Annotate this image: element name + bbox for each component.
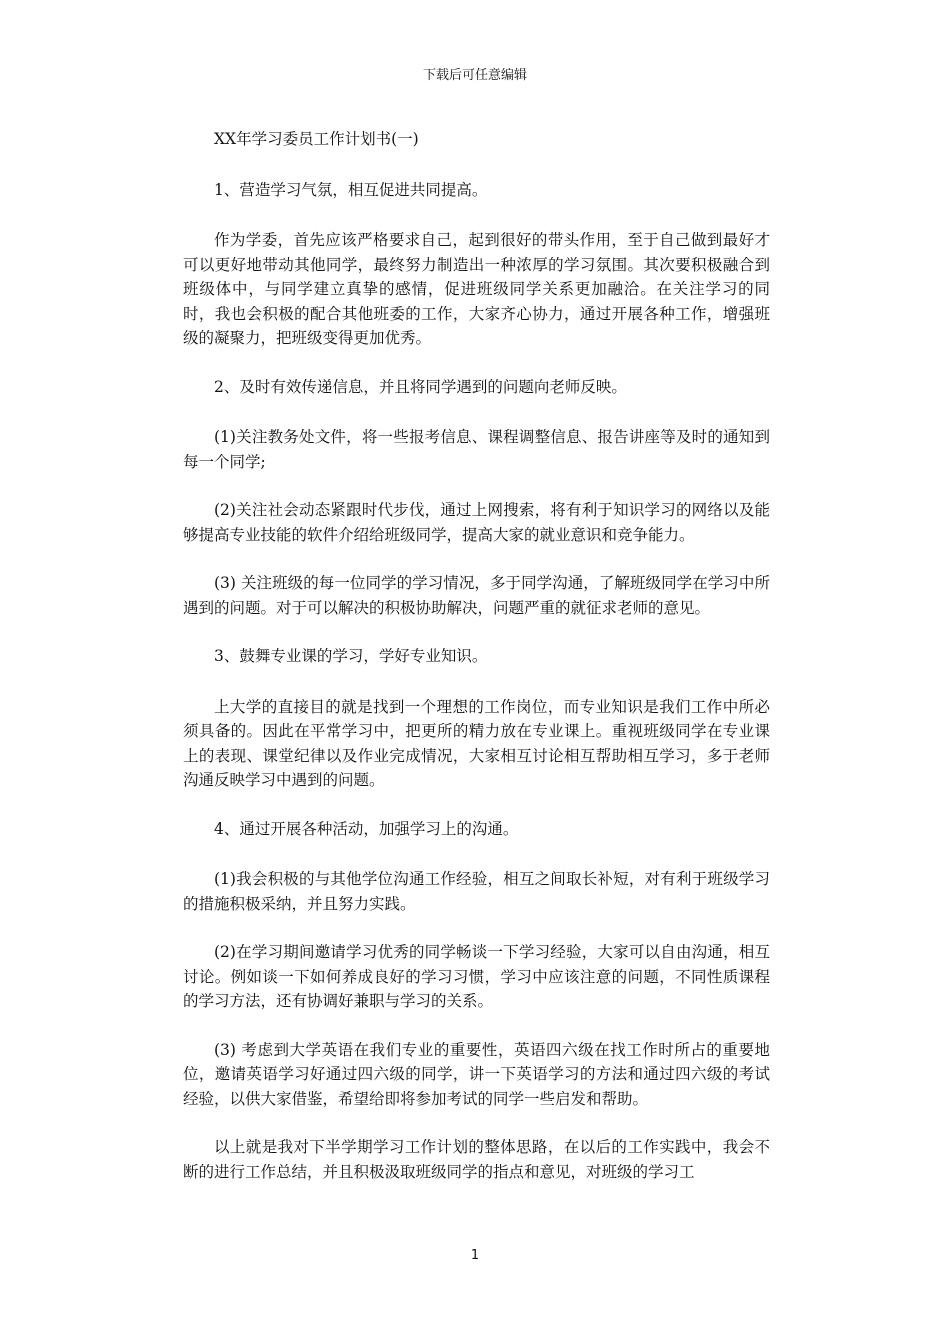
section-heading-3: 3、鼓舞专业课的学习，学好专业知识。 (214, 647, 488, 665)
list-item: (2)在学习期间邀请学习优秀的同学畅谈一下学习经验，大家可以自由沟通，相互讨论。例如谈一下如何养成良好的学习习惯，学习中应该注意的问题，不同性质课程的学习方法，还有协调好兼职与学习的关系。 (183, 943, 770, 1010)
document-title: XX年学习委员工作计划书(一) (214, 130, 419, 148)
list-item: (1)我会积极的与其他学位沟通工作经验，相互之间取长补短，对有利于班级学习的措施积极采纳，并且努力实践。 (183, 870, 770, 913)
paragraph: 上大学的直接目的就是找到一个理想的工作岗位，而专业知识是我们工作中所必须具备的。因此在平常学习中，把更所的精力放在专业课上。重视班级同学在专业课上的表现、课堂纪律以及作业完成情况，大家相互讨论相互帮助相互学习，多于老师沟通反映学习中遇到的问题。 (183, 697, 770, 789)
page-number: 1 (470, 1248, 480, 1263)
section-heading-4: 4、通过开展各种活动，加强学习上的沟通。 (214, 819, 519, 838)
paragraph: 作为学委，首先应该严格要求自己，起到很好的带头作用，至于自己做到最好才可以更好地带动其他同学，最终努力制造出一种浓厚的学习氛围。其次要积极融合到班级体中，与同学建立真挚的感情，促进班级同学关系更加融洽。在关注学习的同时，我也会积极的配合其他班委的工作，大家齐心协力，通过开展各种工作，增强班级的凝聚力，把班级变得更加优秀。 (183, 231, 770, 347)
document-body (183, 127, 770, 1208)
list-item: (3) 考虑到大学英语在我们专业的重要性，英语四六级在找工作时所占的重要地位，邀请英语学习好通过四六级的同学，讲一下英语学习的方法和通过四六级的考试经验，以供大家借鉴，希望给即将参加考试的同学一些启发和帮助。 (183, 1040, 770, 1108)
list-item: (2)关注社会动态紧跟时代步伐，通过上网搜索，将有利于知识学习的网络以及能够提高专业技能的软件介绍给班级同学，提高大家的就业意识和竞争能力。 (183, 501, 770, 544)
page-header-note: 下载后可任意编辑 (422, 68, 527, 83)
closing-paragraph: 以上就是我对下半学期学习工作计划的整体思路，在以后的工作实践中，我会不断的进行工作总结，并且积极汲取班级同学的指点和意见，对班级的学习工 (183, 1138, 770, 1181)
list-item: (3) 关注班级的每一位同学的学习情况，多于同学沟通，了解班级同学在学习中所遇到的问题。对于可以解决的积极协助解决，问题严重的就征求老师的意见。 (183, 574, 770, 617)
section-heading-1: 1、营造学习气氛，相互促进共同提高。 (214, 180, 488, 199)
list-item: (1)关注教务处文件，将一些报考信息、课程调整信息、报告讲座等及时的通知到每一个同学; (183, 428, 770, 471)
section-heading-2: 2、及时有效传递信息，并且将同学遇到的问题向老师反映。 (214, 377, 627, 396)
